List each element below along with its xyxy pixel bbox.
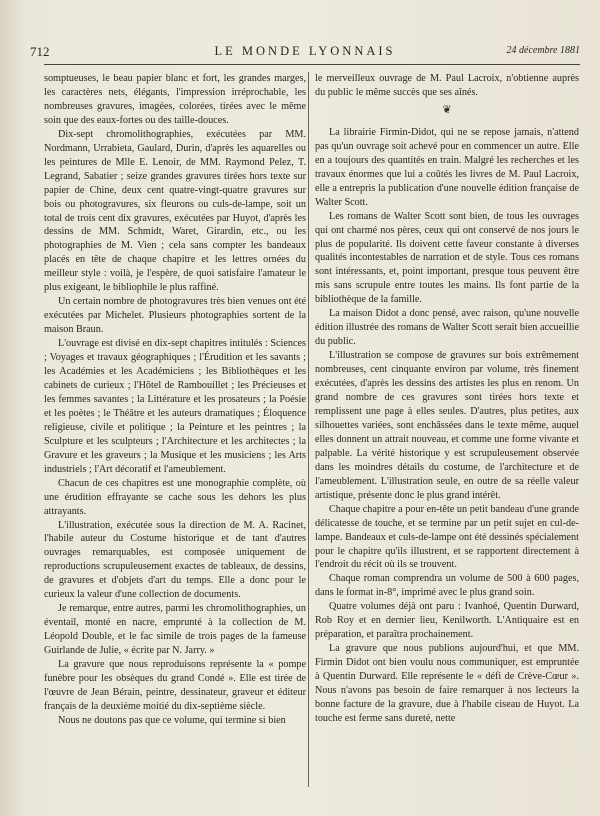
paragraph: L'illustration se compose de gravures sur bois extrêmement nombreuses, cent cinquante environ par volume, très finement exécutées, d'après les dessins des artistes les plus en renom. Un grand nombre de ces gravures sont tirées hors texte et remplissent une page à elles seules. D'autres, plus petites, aux silhouettes variées, sont enchâssées dans le texte même, auquel elles donnent un attrait nouveau, et comme une forme vivante et palpable. La vérité historique y est scrupuleusement observée dans les moindres détails du costume, de l'architecture et de l'ameublement. L'illustration seule, en outre de sa réelle valeur artistique, présente donc le plus grand intérêt. (315, 350, 579, 501)
paragraph: Un certain nombre de photogravures très bien venues ont été exécutées par Michelet. Plusieurs photographies sortent de la maison Braun. (44, 296, 306, 336)
paragraph: La maison Didot a donc pensé, avec raison, qu'une nouvelle édition illustrée des romans de Walter Scott serait bien accueillie du public. (315, 308, 579, 348)
right-column (315, 72, 579, 726)
paragraph: Nous ne doutons pas que ce volume, qui termine si bien (58, 714, 286, 726)
paragraph: Dix-sept chromolithographies, exécutées par MM. Nordmann, Urrabieta, Gaulard, Durin, d'après les aquarelles ou les peintures de Mlle E. Lenoir, de MM. Raymond Pelez, T. Legrand, Sabatier ; seize grandes gravures tirées hors texte sur papier de Chine, deux cent quatre-vingt-quatre gravures sur bois ou photogravures, six fleurons ou culs-de-lampe, soit un total de trois cent dix gravures, exécutées par Huyot, d'après les dessins de MM. Schmidt, Waret, Girardin, etc., ou les photographies de M. Vien ; cela sans compter les bandeaux placés en tête de chaque chapitre et les lettres ornées du meilleur style : voilà, je l'espère, de quoi satisfaire l'amateur le plus exigeant, le bibliophile le plus raffiné. (44, 128, 306, 294)
paragraph: Je remarque, entre autres, parmi les chromolithographies, un éventail, monté en nacre, emprunté à la collection de M. Léopold Double, et le fac simile de trois pages de la fameuse Guirlande de Julie, « écrite par N. Jarry. » (44, 603, 306, 657)
page-header (30, 44, 580, 64)
column-divider (308, 72, 309, 787)
paragraph: La gravure que nous reproduisons représente la « pompe funèbre pour les obsèques du grand Condé ». Elle est tirée de l'œuvre de Jean Bérain, peintre, dessinateur, graveur et éditeur français de la deuxième moitié du dix-septième siècle. (44, 659, 306, 712)
paragraph: Chaque roman comprendra un volume de 500 à 600 pages, dans le format in-8°, imprimé avec le plus grand soin. (315, 573, 579, 599)
paragraph: le merveilleux ouvrage de M. Paul Lacroix, n'obtienne auprès du public le même succès que ses aînés. (315, 73, 579, 98)
paragraph: Chacun de ces chapitres est une monographie complète, où une érudition effrayante se cache sous les dehors les plus attrayants. (44, 477, 306, 517)
paragraph: Chaque chapitre a pour en-tête un petit bandeau d'une grande délicatesse de touche, et se termine par un petit sujet en cul-de-lampe. Bandeaux et culs-de-lampe ont été dessinés spécialement pour le chapitre qu'ils illustrent, et se rapportent directement à l'endroit du récit où ils se trouvent. (315, 503, 579, 571)
header-rule (44, 64, 580, 65)
paragraph: L'illustration, exécutée sous la direction de M. A. Racinet, l'habile auteur du Costume historique et de tant d'autres ouvrages remarquables, est composée uniquement de reproductions scrupuleusement exactes de tableaux, de dessins, de gravures et d'objets d'art du temps. Elle a donc pour le curieux la valeur d'une collection de documents. (44, 519, 306, 601)
page-number: 712 (30, 44, 50, 59)
paragraph: Les romans de Walter Scott sont bien, de tous les ouvrages qui ont charmé nos pères, ceux qui ont conservé de nos jours le plus de popularité. Ils doivent cette faveur constante à diverses qualités incontestables de narration et de style. Tous ces romans sont intéressants, et, point important, presque tous peuvent être mis sans scrupule entre toutes les mains. Ils font partie de la bibliothèque de la famille. (315, 210, 579, 306)
section-ornament: ❦ (442, 103, 452, 116)
paragraph: La librairie Firmin-Didot, qui ne se repose jamais, n'attend pas qu'un ouvrage soit achevé pour en commencer un autre. Elle en a toujours des quantités en train. Malgré les recherches et les travaux énormes que lui a coûtés les livres de M. Paul Lacroix, elle a entrepris la publication d'une nouvelle édition française de Walter Scott. (315, 126, 579, 208)
paragraph: Quatre volumes déjà ont paru : Ivanhoé, Quentin Durward, Rob Roy et en dernier lieu, Kenilworth. L'Antiquaire est en préparation, et paraîtra prochainement. (315, 601, 579, 641)
paragraph: La gravure que nous publions aujourd'hui, et que MM. Firmin Didot ont bien voulu nous communiquer, est empruntée à Quentin Durward. Elle représente le « défi de Crève-Cœur ». Nous n'avons pas besoin de faire remarquer à nos lecteurs la bonne facture de la gravure, due à l'habile ciseau de Huyot. La touche est ferme sans dureté, nette (315, 643, 579, 724)
left-column (44, 72, 306, 728)
issue-date: 24 décembre 1881 (506, 45, 580, 56)
paragraph: somptueuses, le beau papier blanc et fort, les grandes marges, les caractères nets, élégants, l'impression irréprochable, les nombreuses gravures, imagées, colorées, tirées avec le même soin que des eaux-fortes ou des taille-douces. (44, 73, 306, 126)
journal-title: LE MONDE LYONNAIS (214, 44, 396, 58)
paragraph: L'ouvrage est divisé en dix-sept chapitres intitulés : Sciences ; Voyages et travaux géographiques ; l'Érudition et les savants ; les Académies et les Académiciens ; les Bibliothèques et les cabinets de curieux ; l'Hôtel de Rambouillet ; les Précieuses et les femmes savantes ; la Littérature et les prosateurs ; la Poésie et les poètes ; le Théâtre et les auteurs dramatiques ; Éloquence religieuse, civile et politique ; la Peinture et les peintres ; la Sculpture et les sculpteurs ; l'Architecture et les architectes ; la Gravure et les graveurs ; la Musique et les musiciens ; les Arts industriels ; l'Art décoratif et l'ameublement. (44, 338, 306, 475)
